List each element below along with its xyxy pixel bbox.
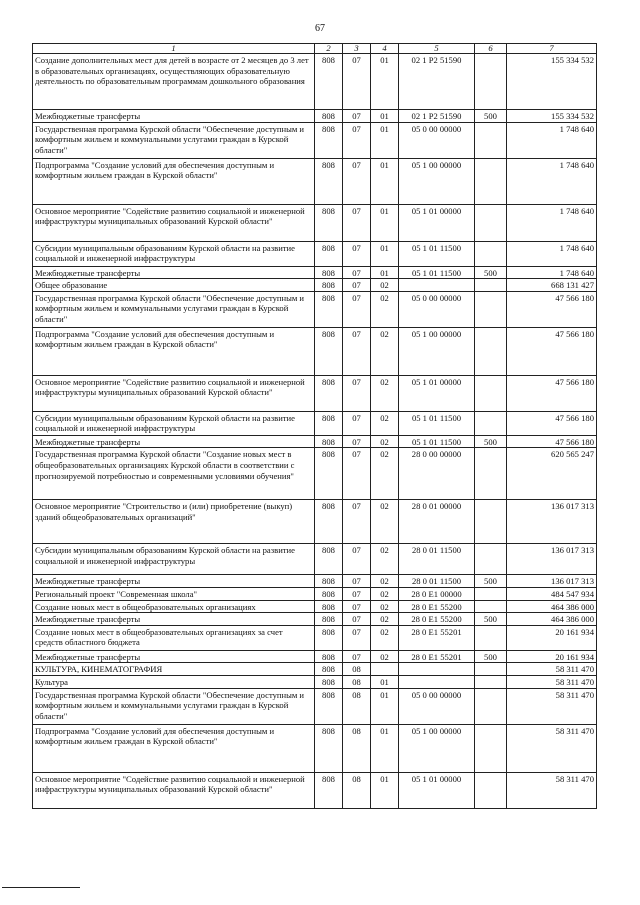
- amount: 1 748 640: [507, 241, 597, 266]
- subsection-code: 01: [371, 158, 399, 204]
- subsection-code: 02: [371, 587, 399, 600]
- amount: 47 566 180: [507, 435, 597, 448]
- section-code: 07: [343, 122, 371, 158]
- ministry-code: 808: [315, 544, 343, 575]
- section-code: 07: [343, 204, 371, 241]
- target-article-code: 05 1 01 00000: [399, 375, 475, 411]
- expense-type-code: [475, 675, 507, 688]
- row-name: Межбюджетные трансферты: [33, 613, 315, 626]
- section-code: 07: [343, 500, 371, 544]
- table-row: [33, 122, 597, 158]
- row-name: Межбюджетные трансферты: [33, 650, 315, 663]
- ministry-code: 808: [315, 435, 343, 448]
- amount: 58 311 470: [507, 724, 597, 772]
- subsection-code: 01: [371, 724, 399, 772]
- row-name: Основное мероприятие "Содействие развитию социальной и инженерной инфраструктуры муниципальных образований Курской области": [33, 204, 315, 241]
- row-name: Субсидии муниципальным образованиям Курской области на развитие социальной и инженерной инфраструктуры: [33, 544, 315, 575]
- subsection-code: 02: [371, 575, 399, 588]
- subsection-code: 01: [371, 688, 399, 724]
- target-article-code: 02 1 P2 51590: [399, 54, 475, 110]
- target-article-code: 05 0 00 00000: [399, 688, 475, 724]
- subsection-code: 02: [371, 375, 399, 411]
- ministry-code: 808: [315, 54, 343, 110]
- ministry-code: 808: [315, 291, 343, 327]
- ministry-code: 808: [315, 688, 343, 724]
- subsection-code: 02: [371, 600, 399, 613]
- amount: 155 334 532: [507, 54, 597, 110]
- target-article-code: 05 1 01 00000: [399, 772, 475, 808]
- subsection-code: 01: [371, 675, 399, 688]
- section-code: 07: [343, 158, 371, 204]
- amount: 464 386 000: [507, 600, 597, 613]
- table-row: [33, 575, 597, 588]
- amount: 47 566 180: [507, 291, 597, 327]
- subsection-code: 01: [371, 772, 399, 808]
- amount: 136 017 313: [507, 544, 597, 575]
- amount: 1 748 640: [507, 266, 597, 279]
- row-name: Межбюджетные трансферты: [33, 110, 315, 123]
- ministry-code: 808: [315, 724, 343, 772]
- target-article-code: 28 0 E1 55200: [399, 613, 475, 626]
- table-row: [33, 327, 597, 375]
- amount: 136 017 313: [507, 575, 597, 588]
- amount: 1 748 640: [507, 122, 597, 158]
- table-row: [33, 291, 597, 327]
- ministry-code: 808: [315, 625, 343, 650]
- expense-type-code: [475, 663, 507, 676]
- row-name: Подпрограмма "Создание условий для обеспечения доступным и комфортным жильем граждан в Курской области": [33, 158, 315, 204]
- ministry-code: 808: [315, 110, 343, 123]
- row-name: Государственная программа Курской области "Создание новых мест в общеобразовательных организациях Курской области в соответствии с прогнозируемой потребностью и современными условиями обучения": [33, 448, 315, 500]
- ministry-code: 808: [315, 587, 343, 600]
- subsection-code: 01: [371, 241, 399, 266]
- expense-type-code: [475, 772, 507, 808]
- target-article-code: 28 0 00 00000: [399, 448, 475, 500]
- subsection-code: 02: [371, 327, 399, 375]
- subsection-code: 02: [371, 435, 399, 448]
- section-code: 07: [343, 587, 371, 600]
- table-row: [33, 663, 597, 676]
- amount: 47 566 180: [507, 327, 597, 375]
- section-code: 07: [343, 327, 371, 375]
- target-article-code: 05 1 00 00000: [399, 327, 475, 375]
- header-row: [33, 44, 597, 54]
- page-number: 67: [315, 23, 325, 34]
- ministry-code: 808: [315, 375, 343, 411]
- amount: 464 386 000: [507, 613, 597, 626]
- amount: 20 161 934: [507, 650, 597, 663]
- amount: 47 566 180: [507, 411, 597, 435]
- expense-type-code: [475, 241, 507, 266]
- row-name: Субсидии муниципальным образованиям Курской области на развитие социальной и инженерной инфраструктуры: [33, 241, 315, 266]
- target-article-code: 05 1 00 00000: [399, 724, 475, 772]
- expense-type-code: [475, 158, 507, 204]
- target-article-code: 05 1 00 00000: [399, 158, 475, 204]
- footnote-rule: [2, 887, 80, 888]
- expense-type-code: 500: [475, 613, 507, 626]
- expense-type-code: [475, 375, 507, 411]
- amount: 47 566 180: [507, 375, 597, 411]
- section-code: 07: [343, 625, 371, 650]
- expense-type-code: [475, 204, 507, 241]
- ministry-code: 808: [315, 613, 343, 626]
- subsection-code: 01: [371, 54, 399, 110]
- amount: 58 311 470: [507, 688, 597, 724]
- target-article-code: 05 1 01 11500: [399, 241, 475, 266]
- ministry-code: 808: [315, 500, 343, 544]
- row-name: Подпрограмма "Создание условий для обеспечения доступным и комфортным жильем граждан в Курской области": [33, 724, 315, 772]
- target-article-code: 05 1 01 11500: [399, 266, 475, 279]
- target-article-code: 05 0 00 00000: [399, 122, 475, 158]
- section-code: 07: [343, 266, 371, 279]
- table-row: [33, 688, 597, 724]
- amount: 484 547 934: [507, 587, 597, 600]
- header-cell-5: 5: [399, 44, 475, 54]
- table-row: [33, 266, 597, 279]
- header-cell-7: 7: [507, 44, 597, 54]
- table-row: [33, 241, 597, 266]
- table-body: [33, 54, 597, 809]
- amount: 58 311 470: [507, 675, 597, 688]
- row-name: Межбюджетные трансферты: [33, 266, 315, 279]
- table-row: [33, 724, 597, 772]
- target-article-code: 28 0 E1 00000: [399, 587, 475, 600]
- amount: 136 017 313: [507, 500, 597, 544]
- row-name: Основное мероприятие "Строительство и (или) приобретение (выкуп) зданий общеобразовательных организаций": [33, 500, 315, 544]
- section-code: 07: [343, 448, 371, 500]
- expense-type-code: 500: [475, 435, 507, 448]
- row-name: Государственная программа Курской области "Обеспечение доступным и комфортным жильем и коммунальными услугами граждан в Курской области": [33, 688, 315, 724]
- expense-type-code: [475, 327, 507, 375]
- row-name: Межбюджетные трансферты: [33, 435, 315, 448]
- table-row: [33, 772, 597, 808]
- ministry-code: 808: [315, 650, 343, 663]
- section-code: 07: [343, 241, 371, 266]
- expense-type-code: 500: [475, 266, 507, 279]
- target-article-code: 02 1 P2 51590: [399, 110, 475, 123]
- subsection-code: 02: [371, 291, 399, 327]
- row-name: Создание новых мест в общеобразовательных организациях за счет средств областного бюджета: [33, 625, 315, 650]
- row-name: Общее образование: [33, 279, 315, 292]
- target-article-code: 28 0 E1 55201: [399, 650, 475, 663]
- expense-type-code: [475, 600, 507, 613]
- row-name: Государственная программа Курской области "Обеспечение доступным и комфортным жильем и коммунальными услугами граждан в Курской области": [33, 291, 315, 327]
- section-code: 07: [343, 279, 371, 292]
- subsection-code: 01: [371, 266, 399, 279]
- subsection-code: 02: [371, 279, 399, 292]
- table-row: [33, 375, 597, 411]
- row-name: Подпрограмма "Создание условий для обеспечения доступным и комфортным жильем граждан в Курской области": [33, 327, 315, 375]
- ministry-code: 808: [315, 241, 343, 266]
- target-article-code: 05 1 01 00000: [399, 204, 475, 241]
- expense-type-code: [475, 411, 507, 435]
- row-name: Межбюджетные трансферты: [33, 575, 315, 588]
- expense-type-code: 500: [475, 110, 507, 123]
- ministry-code: 808: [315, 772, 343, 808]
- ministry-code: 808: [315, 204, 343, 241]
- expense-type-code: [475, 122, 507, 158]
- ministry-code: 808: [315, 158, 343, 204]
- expense-type-code: [475, 279, 507, 292]
- section-code: 07: [343, 110, 371, 123]
- table-row: [33, 448, 597, 500]
- row-name: Основное мероприятие "Содействие развитию социальной и инженерной инфраструктуры муниципальных образований Курской области": [33, 772, 315, 808]
- target-article-code: 05 1 01 11500: [399, 435, 475, 448]
- section-code: 08: [343, 772, 371, 808]
- budget-table: [32, 43, 597, 809]
- expense-type-code: [475, 448, 507, 500]
- table-row: [33, 600, 597, 613]
- header-cell-2: 2: [315, 44, 343, 54]
- table-row: [33, 500, 597, 544]
- section-code: 07: [343, 600, 371, 613]
- amount: 58 311 470: [507, 663, 597, 676]
- ministry-code: 808: [315, 448, 343, 500]
- target-article-code: 28 0 01 11500: [399, 575, 475, 588]
- expense-type-code: [475, 688, 507, 724]
- ministry-code: 808: [315, 266, 343, 279]
- row-name: Региональный проект "Современная школа": [33, 587, 315, 600]
- subsection-code: 02: [371, 544, 399, 575]
- row-name: КУЛЬТУРА, КИНЕМАТОГРАФИЯ: [33, 663, 315, 676]
- section-code: 07: [343, 411, 371, 435]
- ministry-code: 808: [315, 327, 343, 375]
- section-code: 07: [343, 613, 371, 626]
- table-row: [33, 587, 597, 600]
- subsection-code: 01: [371, 204, 399, 241]
- ministry-code: 808: [315, 600, 343, 613]
- ministry-code: 808: [315, 279, 343, 292]
- subsection-code: 02: [371, 650, 399, 663]
- section-code: 08: [343, 675, 371, 688]
- expense-type-code: [475, 587, 507, 600]
- target-article-code: 28 0 01 00000: [399, 500, 475, 544]
- expense-type-code: [475, 500, 507, 544]
- table-row: [33, 544, 597, 575]
- row-name: Создание дополнительных мест для детей в возрасте от 2 месяцев до 3 лет в образовательных организациях, осуществляющих образовательную деятельность по образовательным программам дошкольного образования: [33, 54, 315, 110]
- section-code: 07: [343, 575, 371, 588]
- ministry-code: 808: [315, 411, 343, 435]
- ministry-code: 808: [315, 575, 343, 588]
- table-row: [33, 110, 597, 123]
- expense-type-code: [475, 54, 507, 110]
- header-cell-6: 6: [475, 44, 507, 54]
- section-code: 07: [343, 291, 371, 327]
- subsection-code: 02: [371, 448, 399, 500]
- section-code: 08: [343, 724, 371, 772]
- expense-type-code: [475, 544, 507, 575]
- table-row: [33, 204, 597, 241]
- table-row: [33, 54, 597, 110]
- target-article-code: 05 0 00 00000: [399, 291, 475, 327]
- table-row: [33, 158, 597, 204]
- ministry-code: 808: [315, 122, 343, 158]
- row-name: Основное мероприятие "Содействие развитию социальной и инженерной инфраструктуры муниципальных образований Курской области": [33, 375, 315, 411]
- header-cell-3: 3: [343, 44, 371, 54]
- expense-type-code: 500: [475, 575, 507, 588]
- section-code: 08: [343, 663, 371, 676]
- target-article-code: [399, 279, 475, 292]
- target-article-code: 05 1 01 11500: [399, 411, 475, 435]
- subsection-code: 02: [371, 625, 399, 650]
- amount: 668 131 427: [507, 279, 597, 292]
- subsection-code: [371, 663, 399, 676]
- table-row: [33, 675, 597, 688]
- amount: 1 748 640: [507, 204, 597, 241]
- table-row: [33, 279, 597, 292]
- table-row: [33, 625, 597, 650]
- ministry-code: 808: [315, 663, 343, 676]
- section-code: 08: [343, 688, 371, 724]
- ministry-code: 808: [315, 675, 343, 688]
- section-code: 07: [343, 54, 371, 110]
- subsection-code: 02: [371, 613, 399, 626]
- subsection-code: 02: [371, 500, 399, 544]
- table-row: [33, 435, 597, 448]
- subsection-code: 02: [371, 411, 399, 435]
- amount: 155 334 532: [507, 110, 597, 123]
- subsection-code: 01: [371, 122, 399, 158]
- section-code: 07: [343, 544, 371, 575]
- section-code: 07: [343, 650, 371, 663]
- expense-type-code: [475, 625, 507, 650]
- table-row: [33, 650, 597, 663]
- target-article-code: [399, 663, 475, 676]
- expense-type-code: 500: [475, 650, 507, 663]
- row-name: Культура: [33, 675, 315, 688]
- section-code: 07: [343, 375, 371, 411]
- table-row: [33, 613, 597, 626]
- header-cell-1: 1: [33, 44, 315, 54]
- subsection-code: 01: [371, 110, 399, 123]
- amount: 1 748 640: [507, 158, 597, 204]
- table-row: [33, 411, 597, 435]
- row-name: Создание новых мест в общеобразовательных организациях: [33, 600, 315, 613]
- expense-type-code: [475, 291, 507, 327]
- target-article-code: [399, 675, 475, 688]
- amount: 620 565 247: [507, 448, 597, 500]
- expense-type-code: [475, 724, 507, 772]
- amount: 20 161 934: [507, 625, 597, 650]
- section-code: 07: [343, 435, 371, 448]
- target-article-code: 28 0 01 11500: [399, 544, 475, 575]
- row-name: Субсидии муниципальным образованиям Курской области на развитие социальной и инженерной инфраструктуры: [33, 411, 315, 435]
- row-name: Государственная программа Курской области "Обеспечение доступным и комфортным жильем и коммунальными услугами граждан в Курской области": [33, 122, 315, 158]
- target-article-code: 28 0 E1 55200: [399, 600, 475, 613]
- target-article-code: 28 0 E1 55201: [399, 625, 475, 650]
- header-cell-4: 4: [371, 44, 399, 54]
- amount: 58 311 470: [507, 772, 597, 808]
